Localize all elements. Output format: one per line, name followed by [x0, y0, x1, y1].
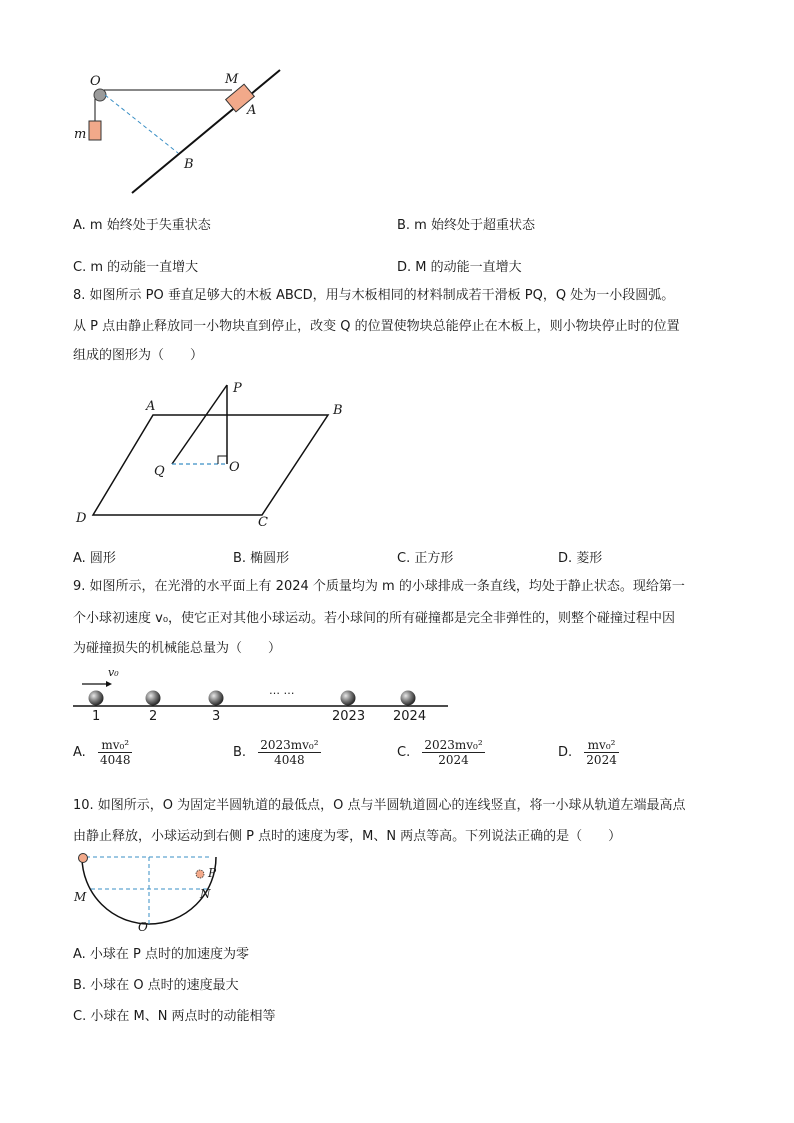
- q10-ball-p: [196, 870, 204, 878]
- q9-option-a-label: A.: [73, 745, 86, 760]
- q9-option-b-denominator: 4048: [274, 753, 305, 767]
- q9-option-c-label: C.: [397, 745, 411, 760]
- ball-2: [146, 691, 161, 706]
- q9-option-c-fraction: [422, 738, 484, 767]
- fig10-label-P: P: [208, 866, 217, 880]
- q7-option-a: A. m 始终处于失重状态: [73, 218, 211, 233]
- q10-option-b: B. 小球在 O 点时的速度最大: [73, 978, 239, 993]
- q9-option-a-denominator: 4048: [99, 753, 131, 767]
- q9-option-c-numerator: 2023mv₀²: [424, 738, 483, 752]
- fig9-label-1: 1: [92, 709, 101, 724]
- q8-option-a: A. 圆形: [73, 551, 116, 566]
- q9-option-d: [558, 738, 619, 767]
- q10-stem-line2: 由静止释放，小球运动到右侧 P 点时的速度为零，M、N 两点等高。下列说法正确的是（ ）: [73, 829, 622, 844]
- fig9-label-2023: 2023: [332, 709, 366, 724]
- fig9-label-3: 3: [212, 709, 221, 724]
- fig7-label-B: B: [184, 157, 194, 172]
- ball-1: [89, 691, 104, 706]
- fig9-label-2024: 2024: [393, 709, 427, 724]
- fig9-dots: … …: [269, 684, 295, 697]
- fig8-label-C: C: [258, 515, 268, 530]
- q9-option-a: [73, 738, 132, 767]
- q9-stem-line3: 为碰撞损失的机械能总量为（ ）: [73, 641, 282, 656]
- fig7-label-M: M: [225, 72, 239, 87]
- q9-option-d-label: D.: [558, 745, 573, 760]
- fig10-label-N: N: [200, 887, 211, 901]
- q9-option-b-numerator: 2023mv₀²: [260, 738, 319, 752]
- q9-option-d-numerator: mv₀²: [584, 738, 619, 753]
- q10-option-c: C. 小球在 M、N 两点时的动能相等: [73, 1009, 276, 1024]
- q8-stem-line3: 组成的图形为（ ）: [73, 348, 204, 363]
- q8-stem-line2: 从 P 点由静止释放同一小物块直到停止，改变 Q 的位置使物块总能停止在木板上，则小物块停止时的位置: [73, 319, 680, 334]
- q9-option-c-denominator: 2024: [438, 753, 469, 767]
- q8-option-b: B. 椭圆形: [233, 551, 290, 566]
- q9-option-d-fraction: [584, 738, 619, 767]
- fig10-label-O: O: [138, 920, 148, 934]
- q9-stem-line1: 9. 如图所示，在光滑的水平面上有 2024 个质量均为 m 的小球排成一条直线，均处于静止状态。现给第一: [73, 579, 685, 594]
- q9-option-d-denominator: 2024: [586, 753, 617, 767]
- fig9-v0-label: v₀: [108, 666, 119, 679]
- q10-ball-start: [79, 854, 88, 863]
- q9-option-b: [233, 738, 321, 767]
- q9-stem-line2: 个小球初速度 v₀，使它正对其他小球运动。若小球间的所有碰撞都是完全非弹性的，则整个碰撞过程中因: [73, 611, 676, 626]
- fig7-label-A: A: [247, 103, 257, 118]
- q8-figure: [90, 380, 340, 520]
- q8-option-d: D. 菱形: [558, 551, 603, 566]
- q9-option-a-fraction: [98, 738, 133, 767]
- ball-2023: [341, 691, 356, 706]
- q8-option-c: C. 正方形: [397, 551, 454, 566]
- q8-stem-line1: 8. 如图所示 PO 垂直足够大的木板 ABCD，用与木板相同的材料制成若干滑板 PQ，Q 处为一小段圆弧。: [73, 288, 675, 303]
- q7-option-c: C. m 的动能一直增大: [73, 260, 199, 275]
- q7-option-d: D. M 的动能一直增大: [397, 260, 522, 275]
- fig9-label-2: 2: [149, 709, 158, 724]
- fig8-label-A: A: [146, 399, 156, 414]
- q9-option-c: [397, 738, 485, 767]
- q7-figure: [70, 65, 300, 205]
- q9-option-b-fraction: [258, 738, 320, 767]
- ball-3: [209, 691, 224, 706]
- q9-option-a-numerator: mv₀²: [98, 738, 133, 753]
- q9-option-b-label: B.: [233, 745, 247, 760]
- fig8-label-D: D: [76, 511, 87, 526]
- fig8-label-B: B: [333, 403, 343, 418]
- q10-option-a: A. 小球在 P 点时的加速度为零: [73, 947, 250, 962]
- fig7-label-m: m: [74, 127, 87, 142]
- q7-option-b: B. m 始终处于超重状态: [397, 218, 535, 233]
- q10-stem-line1: 10. 如图所示，O 为固定半圆轨道的最低点，O 点与半圆轨道圆心的连线竖直，将一小球从轨道左端最高点: [73, 798, 686, 813]
- fig10-label-M: M: [74, 890, 87, 904]
- fig8-label-Q: Q: [154, 464, 165, 479]
- fig8-label-P: P: [233, 381, 242, 396]
- fig7-label-O: O: [90, 74, 101, 89]
- fig8-label-O: O: [229, 460, 240, 475]
- ball-2024: [401, 691, 416, 706]
